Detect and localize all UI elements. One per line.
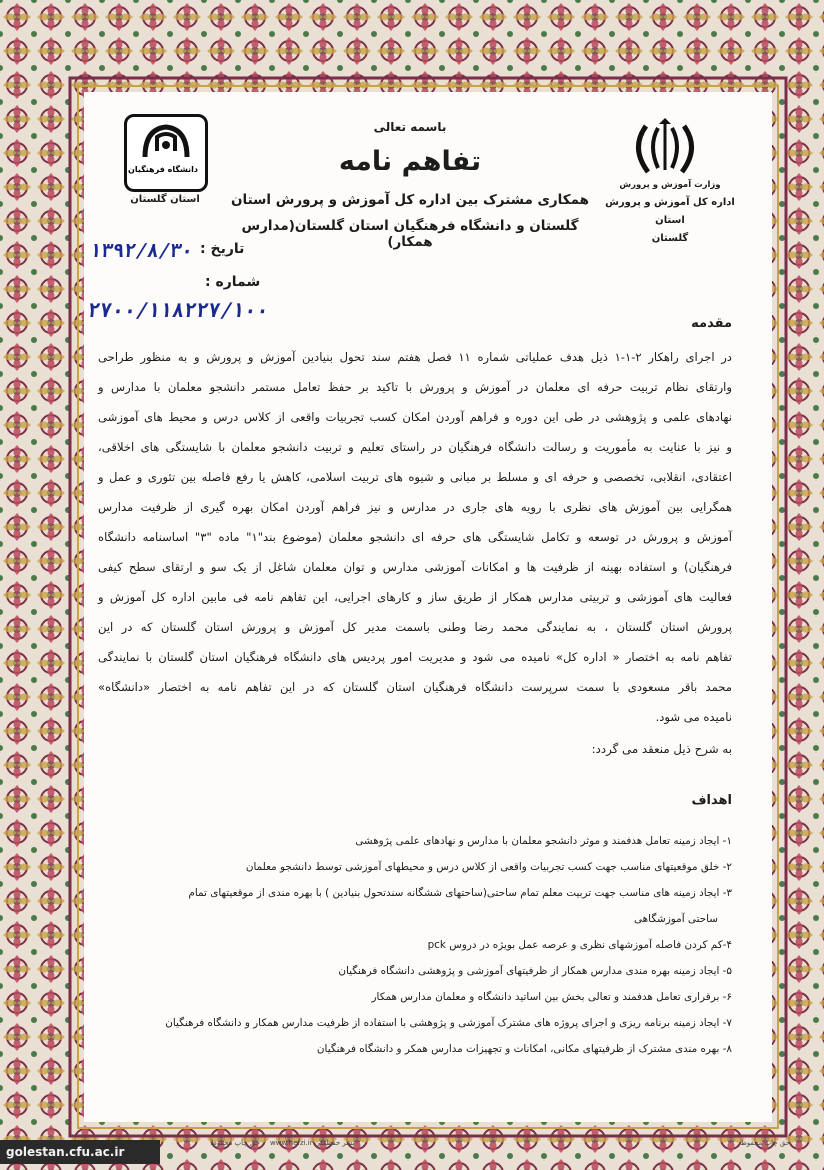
intro-line: نامیده می شود. — [655, 710, 732, 724]
document-subtitle-line2: گلستان و دانشگاه فرهنگیان استان گلستان(مدارس همکار) — [241, 218, 579, 250]
goals-heading: اهداف — [691, 793, 732, 808]
source-watermark: golestan.cfu.ac.ir — [0, 1140, 160, 1164]
document-title: تفاهم نامه — [338, 146, 482, 177]
iran-emblem-icon — [628, 118, 702, 178]
goal-item: ۳- ایجاد زمینه های مناسب جهت تربیت معلم تمام ساحتی(ساحتهای ششگانه سندتحول بنیادین ) با بهره مندی از موقعیتهای تمام — [188, 887, 732, 899]
intro-line: در اجرای راهکار ۲-۱-۱ ذیل هدف عملیاتی شماره ۱۱ فصل هفتم سند تحول بنیادین آموزش و پرورش و به منظور طراحی — [98, 350, 732, 364]
farhangian-caption: استان گلستان — [130, 194, 200, 205]
footer-rights-right: حق چاپ محفوظ — [740, 1139, 790, 1147]
intro-tail: به شرح ذیل منعقد می گردد: — [591, 742, 732, 756]
goals-list — [98, 828, 732, 1062]
goal-item: ۷- ایجاد زمینه برنامه ریزی و اجرای پروژه های مشترک آموزشی و پژوهشی با استفاده از ظرفیت مدارس همکار و دانشگاه فرهنگیان — [165, 1017, 732, 1029]
number-label: شماره : — [205, 274, 261, 290]
intro-line: تفاهم نامه به اختصار « اداره کل» نامیده می شود و مدیریت امور پردیس های دانشگاه فرهنگیان استان گلستان با نمایندگی — [98, 650, 732, 664]
intro-paragraph — [98, 342, 732, 732]
intro-line: اعتقادی، انقلابی، تخصصی و حرفه ای و مسلط بر مبانی و شیوه های تربیت اسلامی، کاهش یا رفع فاصله بین تئوری و عمل و — [98, 470, 732, 484]
footer-site: www.hefzi.ir نشر حقظفلی — [270, 1139, 355, 1147]
goal-item: ساحتی آموزشگاهی — [634, 913, 718, 925]
intro-line: نهادهای علمی و پژوهشی در طی این دوره و فراهم آوردن امکان کسب تجربیات واقعی از کلاس درس و محیط های آموزشی — [98, 410, 732, 424]
farhangian-emblem-icon — [137, 121, 195, 163]
farhangian-logo-text: دانشگاه فرهنگیان — [128, 165, 198, 174]
intro-line: آموزش و پرورش در توسعه و تکامل شایستگی های حرفه ای دانشجو معلمان (موضوع بند"۱" ماده "۳" اساسنامه دانشگاه — [98, 530, 732, 544]
date-value: ۱۳۹۲/۸/۳۰ — [88, 240, 195, 262]
goal-item: ۱- ایجاد زمینه تعامل هدفمند و موثر دانشجو معلمان با مدارس و نهادهای علمی پژوهشی — [355, 835, 732, 847]
intro-heading: مقدمه — [691, 316, 732, 331]
goal-item: ۲- خلق موقعیتهای مناسب جهت کسب تجربیات واقعی از کلاس درس و محیطهای آموزشی توسط دانشجو معلمان — [245, 861, 732, 873]
goal-item: ۵- ایجاد زمینه بهره مندی مدارس همکار از ظرفیتهای آموزشی و پژوهشی دانشگاه فرهنگیان — [338, 965, 732, 977]
document-subtitle-line1: همکاری مشترک بین اداره کل آموزش و پرورش استان — [231, 192, 589, 208]
farhangian-logo — [124, 114, 208, 192]
number-value: ۲۷۰۰/۱۱۸۲۲۷/۱۰۰ — [86, 298, 271, 322]
basmala: باسمه تعالی — [373, 120, 447, 134]
date-label: تاریخ : — [200, 241, 245, 257]
intro-line: محمد باقر مسعودی با سمت سرپرست دانشگاه فرهنگیان استان گلستان که در این تفاهم نامه به اختصار «دانشگاه» — [98, 680, 732, 694]
ministry-name: وزارت آموزش و پرورش — [619, 180, 721, 190]
intro-line: فرهنگیان) و استفاده بهینه از ظرفیت ها و امکانات آموزشی مدارس و توان معلمان شاغل از یک سو و ارتقای سطح کیفی — [98, 560, 732, 574]
intro-line: فعالیت های آموزشی و تربیتی مدارس همکار از طریق ساز و کارهای اجرایی، این تفاهم نامه فی مابین اداره کل آموزش و — [98, 590, 732, 604]
goal-item: ۶- برقراری تعامل هدفمند و تعالی بخش بین اساتید دانشگاه و معلمان مدارس همکار — [371, 991, 732, 1003]
intro-line: وارتقای نظام تربیت حرفه ای معلمان در آموزش و پرورش با تاکید بر حفظ تعامل مستمر دانشجو معلمان با مدارس و — [98, 380, 732, 394]
intro-line: پرورش استان گلستان ، به نمایندگی محمد رضا وطنی باسمت مدیر کل آموزش و پرورش استان گلستان که در این — [98, 620, 732, 634]
intro-line: و نیز با عنایت به مأموریت و رسالت دانشگاه فرهنگیان در راستای تعلیم و تربیت دانشجو معلمان با شایستگی های اخلاقی، — [98, 440, 732, 454]
intro-line: همگرایی بین آموزش های نظری با رویه های جاری در مدارس و نیز فراهم آوردن امکان بهره گیری از ظرفیت مدارس — [98, 500, 732, 514]
goal-item: ۸- بهره مندی مشترک از ظرفیتهای مکانی، امکانات و تجهیزات مدارس همکر و دانشگاه فرهنگیان — [316, 1043, 732, 1055]
office-name-line2: گلستان — [651, 233, 689, 244]
goal-item: ۴-کم کردن فاصله آموزشهای نظری و عرصه عمل بویژه در دروس pck — [427, 939, 732, 951]
office-name-line1: اداره کل آموزش و پرورش استان — [605, 197, 735, 226]
office-name — [600, 194, 740, 248]
footer-rights-left: حق چاپ محفوظ — [210, 1139, 260, 1147]
